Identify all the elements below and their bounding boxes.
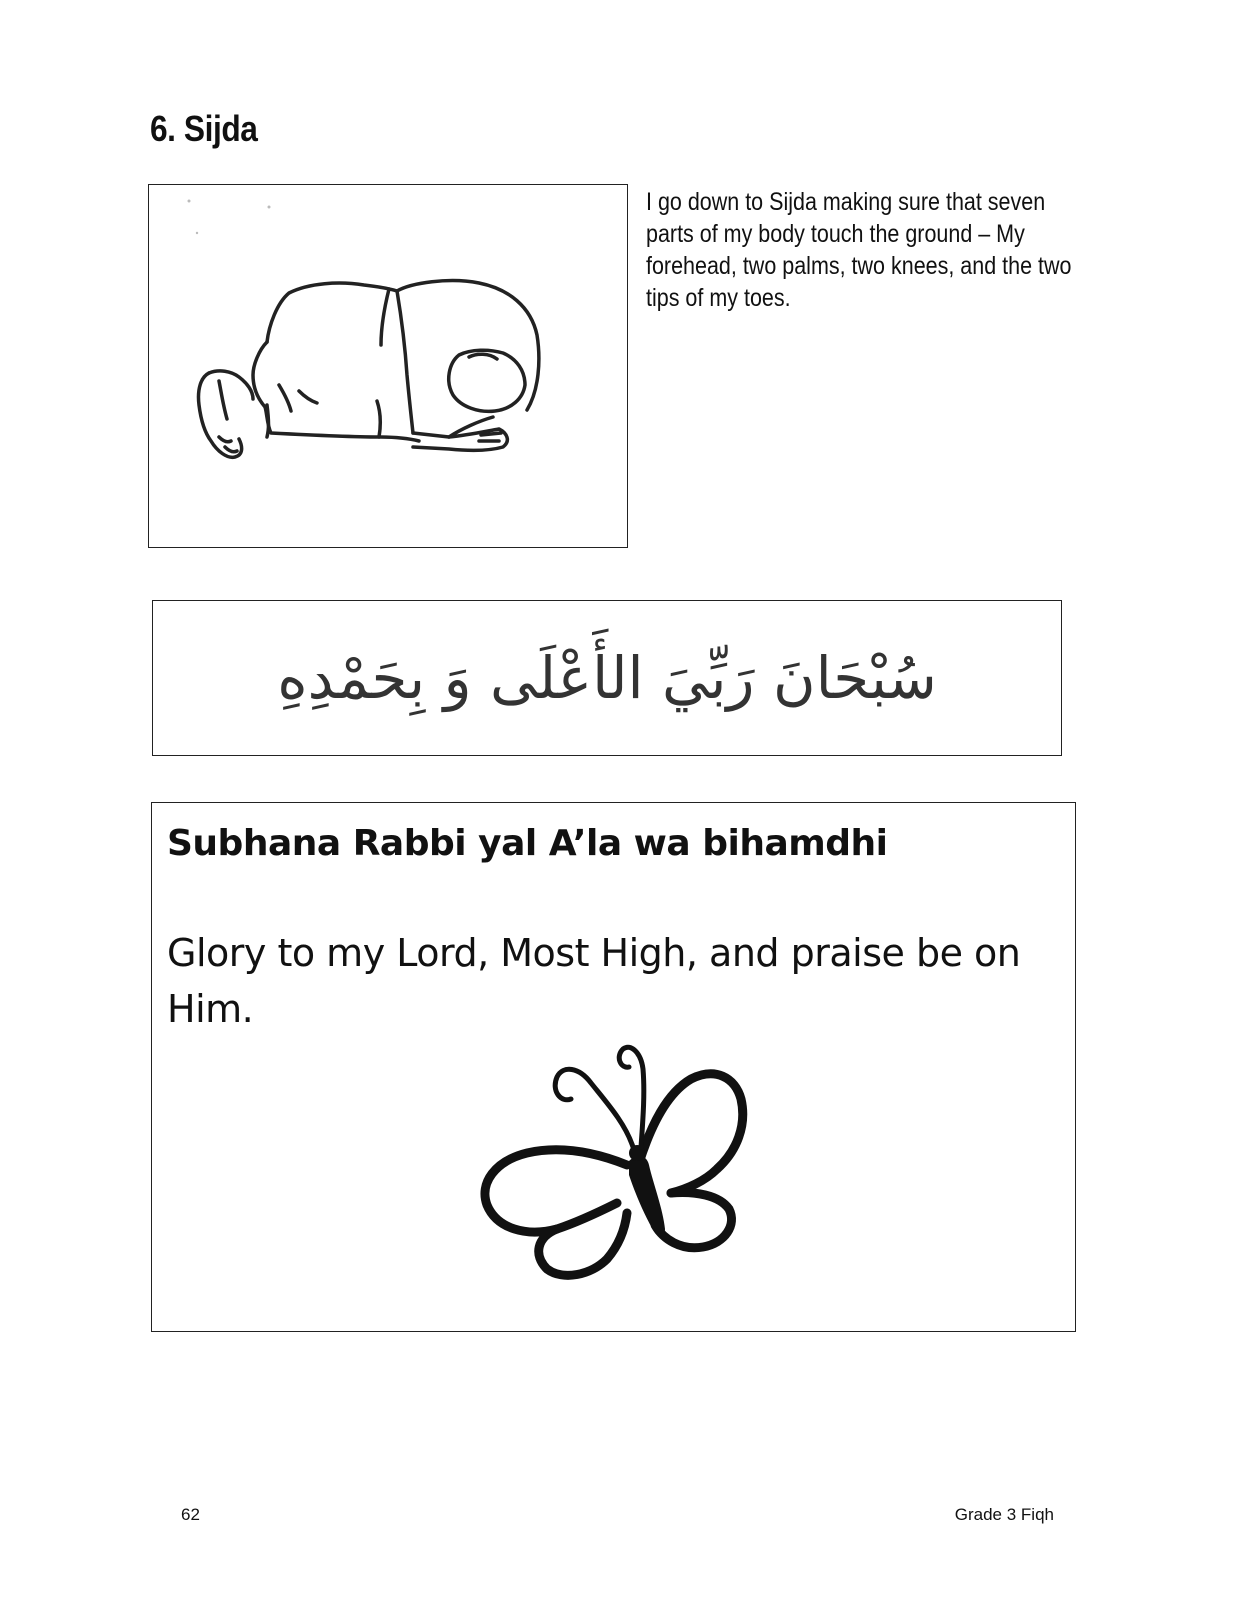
dua-translation: Glory to my Lord, Most High, and praise be on Him. (167, 931, 1021, 1031)
sijda-description: I go down to Sijda making sure that seven parts of my body touch the ground – My forehead, two palms, two knees, and the two tips of my toes. (646, 188, 1072, 312)
section-heading: 6. Sijda (150, 108, 258, 149)
translation-box (151, 802, 1076, 1332)
dua-transliteration: Subhana Rabbi yal A’la wa bihamdhi (167, 823, 888, 864)
arabic-dua-text: سُبْحَانَ رَبِّيَ الأَعْلَى وَ بِحَمْدِهِ (277, 644, 937, 712)
sijda-illustration-frame (148, 184, 628, 548)
sijda-figure-icon (149, 185, 626, 546)
arabic-dua-box (152, 600, 1062, 756)
page-number: 62 (181, 1505, 200, 1524)
butterfly-icon (467, 1033, 767, 1283)
book-title: Grade 3 Fiqh (954, 1505, 1054, 1524)
